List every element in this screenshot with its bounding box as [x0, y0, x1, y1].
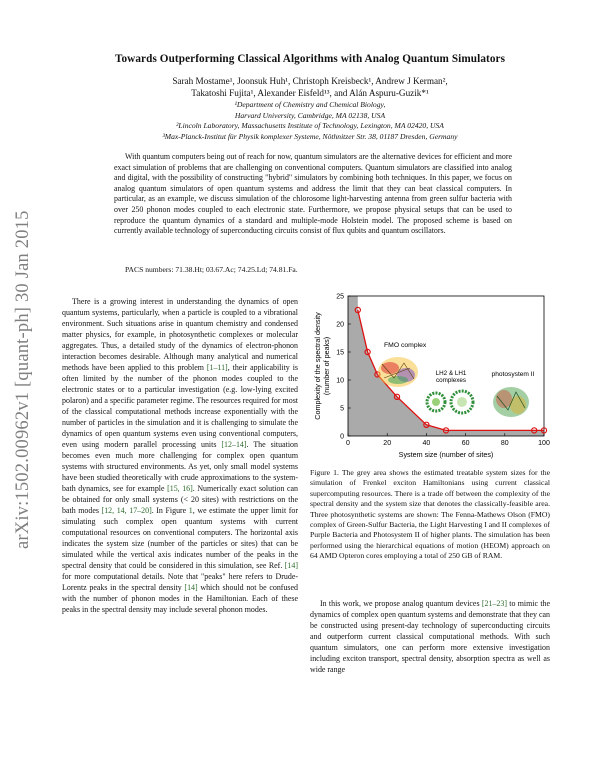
- affiliation-3: ³Max-Planck-Institut für Physik komplexer Systeme, Nöthnitzer Str. 38, 01187 Dresden, Germany: [162, 131, 458, 141]
- authors-line-1: Sarah Mostame¹, Joonsuk Huh¹, Christoph Kreisbeck¹, Andrew J Kerman²,: [172, 76, 448, 86]
- text-run: There is a growing interest in understanding the dynamics of open quantum systems, particularly, when a particle is coupled to a vibrational environment. Such situations arise in quantum chemistry and condensed matter physics, for example, in photosynthetic complexes or molecular aggregates. Thus, a detailed study of the dynamics of electron-phonon interaction becomes desirable. Although many analytical and numerical methods have been applied to this problem: [62, 297, 298, 372]
- y-axis-label: Complexity of the spectral density: [313, 312, 322, 420]
- authors-line-2: Takatoshi Fujita¹, Alexander Eisfeld¹³, and Alán Aspuru-Guzik*¹: [191, 88, 429, 98]
- text-run: , we estimate the upper limit for simulating such complex open quantum systems with current computational resources on conventional computers. The horizontal axis indicates the system size (number of the particles or sites) that can be simulated while the vertical axis indicates number of the peaks in the spectral density that could be considered in this simulation, see Ref.: [62, 506, 298, 570]
- y-tick-label: 10: [336, 377, 344, 385]
- body-column-left: [62, 296, 298, 615]
- text-run: to mimic the dynamics of complex open quantum systems and demonstrate that they can be constructed using present-day technology of superconducting circuits and outperform current classical computational methods. With such quantum simulators, one can perform more extensive investigation including exciton transport, spectral density, absorption spectra as well as wide range: [310, 599, 551, 674]
- y-tick-label: 0: [340, 433, 344, 441]
- paper-title: Towards Outperforming Classical Algorithms with Analog Quantum Simulators: [114, 53, 506, 65]
- figure-1: [308, 290, 552, 460]
- text-run: . In Figure: [151, 506, 189, 515]
- annotation-lh: LH2 & LH1: [435, 370, 467, 377]
- affiliations: [60, 100, 560, 142]
- citation-link[interactable]: [12, 14, 17–20]: [101, 506, 152, 515]
- annotation-lh-line2: complexes: [435, 377, 467, 384]
- author-list: [60, 75, 560, 99]
- text-run: , their applicability is often limited by the number of the phonon modes coupled to the electronic states or to a particular investigation (e.g. low-lying excited polaron) and a specific parameter regime. The resources required for most of the classical computational methods increase exponentially with the number of particles in the simulation and it is challenging to simulate the dynamics of open quantum systems even using conventional computers, even using modern parallel processing units: [62, 363, 298, 449]
- fmo-complex-illustration: [378, 342, 427, 387]
- x-axis-label: System size (number of sites): [398, 450, 494, 459]
- text-run: which should not be confused with the number of phonon modes in the Hamiltonian. Each of these peaks in the spectral density may include several phonon modes.: [62, 583, 298, 614]
- text-run: . Numerically exact solution can be obtained for only small systems (< 20 sites) with restrictions on the bath modes: [62, 484, 298, 515]
- y-axis-label-line2: (number of peaks): [322, 336, 331, 396]
- figure-caption: Figure 1. The grey area shows the estimated treatable system sizes for the simulation of Frenkel exciton Hamiltonians using current classical supercomputing resources. There is a trade off between the complexity of the spectral density and the system size that denotes the classically-feasible area. Three photosynthetic systems are shown: The Fenna-Mathews Olson (FMO) complex of Green-Sulfur Bacteria, the Light Harvesting I and II complexes of Purple Bacteria and Photosystem II of higher plants. The simulation has been performed using the hierarchical equations of motion (HEOM) approach on 64 AMD Opteron cores employing a total of 250 GB of RAM.: [310, 468, 550, 561]
- y-tick-label: 5: [340, 405, 344, 413]
- y-tick-label: 20: [336, 321, 344, 329]
- x-tick-label: 0: [346, 440, 350, 447]
- citation-link[interactable]: [1–11]: [206, 363, 228, 372]
- citation-link[interactable]: [15, 16]: [167, 484, 193, 493]
- abstract: With quantum computers being out of reach for now, quantum simulators are the alternative devices for efficient and more exact simulation of problems that are challenging on conventional computers. Quantum simulators are classified into analog and digital, with the possibility of constructing "hybrid" simulators by combining both techniques. In this paper, we focus on analog quantum simulators of open quantum systems and address the limit that they can beat classical computers. In particular, as an example, we discuss simulation of the chlorosome light-harvesting antenna from green sulfur bacteria with over 250 phonon modes coupled to each electronic state. Furthermore, we propose physical setups that can be used to reproduce the quantum dynamics of a standard and multiple-mode Holstein model. The proposed scheme is based on currently available technology of superconducting circuits consist of flux qubits and quantum oscillators.: [114, 152, 512, 236]
- pacs-numbers: PACS numbers: 71.38.Ht; 03.67.Ac; 74.25.Ld; 74.81.Fa.: [125, 265, 298, 274]
- text-run: In this work, we propose analog quantum devices: [320, 599, 482, 608]
- arxiv-stamp: arXiv:1502.00962v1 [quant-ph] 30 Jan 2015: [13, 210, 33, 550]
- figure-reference-link[interactable]: 1: [188, 506, 193, 515]
- x-tick-label: 80: [500, 440, 509, 447]
- x-tick-label: 100: [538, 440, 550, 447]
- x-tick-label: 20: [383, 440, 392, 447]
- text-run: for more computational details. Note that "peaks" here refers to Drude-Lorentz peaks in the spectral density: [62, 572, 298, 592]
- lh-complexes-illustration: [427, 370, 473, 413]
- citation-link[interactable]: [14]: [184, 583, 198, 592]
- y-tick-label: 15: [336, 349, 344, 357]
- citation-link[interactable]: [14]: [284, 561, 298, 570]
- body-column-right: [310, 598, 550, 675]
- complexity-chart: [308, 290, 552, 460]
- affiliation-2: ²Lincoln Laboratory, Massachusetts Institute of Technology, Lexington, MA 02420, USA: [176, 121, 444, 130]
- affiliation-1a: ¹Department of Chemistry and Chemical Biology,: [234, 100, 386, 109]
- annotation-psii: photosystem II: [491, 371, 535, 378]
- citation-link[interactable]: [12–14]: [221, 440, 247, 449]
- photosystem-ii-illustration: [492, 371, 535, 417]
- text-run: . The situation becomes even much more challenging for complex open quantum systems with structured environments. As yet, only small model systems have been studied theoretically with crude approximations to the system-bath dynamics, see for example: [62, 440, 298, 493]
- y-tick-label: 25: [336, 293, 344, 301]
- x-tick-label: 40: [422, 440, 431, 447]
- x-tick-label: 60: [461, 440, 470, 447]
- citation-link[interactable]: [21–23]: [481, 599, 507, 608]
- annotation-fmo: FMO complex: [384, 342, 427, 349]
- affiliation-1b: Harvard University, Cambridge, MA 02138, USA: [234, 110, 386, 120]
